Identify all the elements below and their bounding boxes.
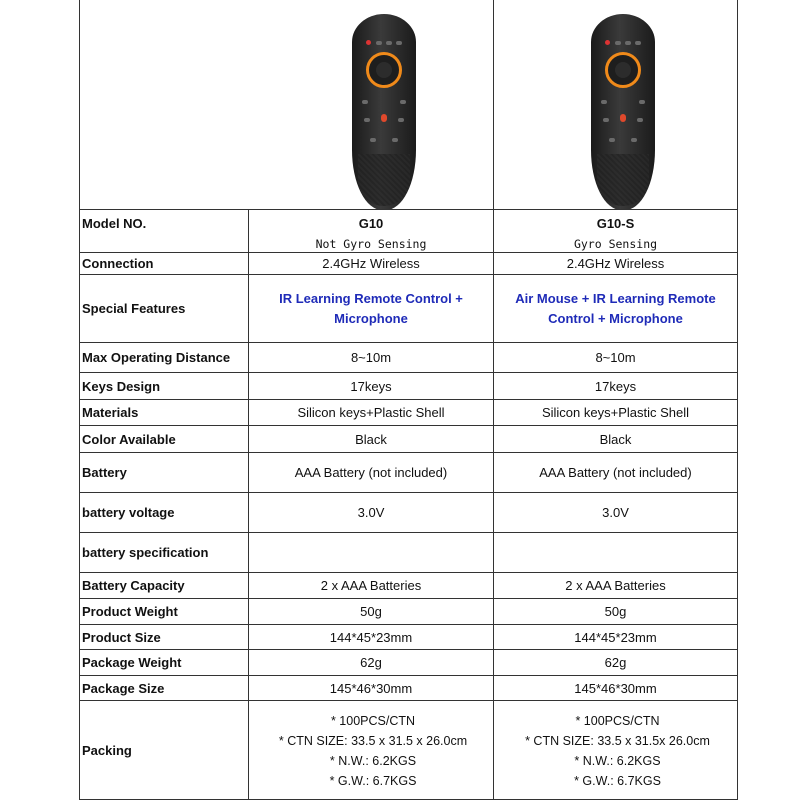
cell-value: Silicon keys+Plastic Shell xyxy=(297,405,445,420)
cell-value: 2.4GHz Wireless xyxy=(322,256,420,271)
cell-value: 3.0V xyxy=(602,505,629,520)
packing-line: * CTN SIZE: 33.5 x 31.5x 26.0cm xyxy=(525,733,710,748)
model-name-g10: G10 xyxy=(358,215,384,231)
row-label: battery specification xyxy=(82,545,209,560)
feature-line: Air Mouse + IR Learning Remote xyxy=(515,290,716,306)
cell-value: 8~10m xyxy=(350,350,392,365)
cell-value xyxy=(495,275,736,342)
grid-line xyxy=(79,0,80,800)
table-row xyxy=(79,426,787,452)
grid-line xyxy=(79,492,738,493)
row-label: Package Weight xyxy=(82,655,182,670)
table-row xyxy=(79,343,787,372)
cell-value: 17keys xyxy=(594,378,637,394)
feature-line: IR Learning Remote Control + xyxy=(279,290,463,306)
remote-icon xyxy=(352,14,416,210)
header-empty-cell xyxy=(79,0,247,209)
row-label: Model NO. xyxy=(82,215,147,231)
grid-line xyxy=(79,532,738,533)
cell-value: Black xyxy=(355,431,387,447)
grid-line xyxy=(79,624,738,625)
cell-value: 8~10m xyxy=(595,350,636,365)
cell-value xyxy=(495,533,736,572)
feature-line: Control + Microphone xyxy=(548,310,683,326)
cell-value: 2 x AAA Batteries xyxy=(320,578,422,593)
row-label: Materials xyxy=(82,405,139,420)
packing-line: * N.W.: 6.2KGS xyxy=(574,753,661,768)
remote-icon xyxy=(591,14,655,210)
gyro-note-g10s: Gyro Sensing xyxy=(573,237,658,251)
cell-value: 3.0V xyxy=(357,505,385,520)
feature-line: Microphone xyxy=(334,310,408,326)
table-row-gyro xyxy=(79,236,787,252)
row-label: Package Size xyxy=(82,680,165,696)
cell-value: 50g xyxy=(604,604,627,619)
row-label: Keys Design xyxy=(82,378,161,394)
packing-line: * CTN SIZE: 33.5 x 31.5 x 26.0cm xyxy=(278,733,468,748)
table-row xyxy=(79,676,787,700)
table-row xyxy=(79,453,787,492)
cell-value: 62g xyxy=(604,655,627,670)
packing-line: * G.W.: 6.7KGS xyxy=(329,773,417,788)
grid-line xyxy=(248,209,249,800)
table-row xyxy=(79,573,787,598)
packing-list-g10 xyxy=(249,711,495,791)
grid-line xyxy=(79,452,738,453)
cell-value: 62g xyxy=(360,655,382,670)
cell-value xyxy=(249,275,493,342)
row-label: Packing xyxy=(82,743,132,758)
grid-line xyxy=(79,649,738,650)
packing-line: * N.W.: 6.2KGS xyxy=(329,753,417,768)
packing-list-g10s xyxy=(495,711,738,791)
cell-value: 2 x AAA Batteries xyxy=(565,578,666,593)
cell-value: 50g xyxy=(360,604,382,619)
cell-value: Black xyxy=(599,431,632,447)
packing-line: * G.W.: 6.7KGS xyxy=(574,773,661,788)
grid-line xyxy=(79,274,738,275)
cell-value: 144*45*23mm xyxy=(574,629,657,645)
gyro-note-g10: Not Gyro Sensing xyxy=(315,237,427,251)
product-image-g10 xyxy=(248,0,493,209)
cell-value: 145*46*30mm xyxy=(574,680,657,696)
cell-value: AAA Battery (not included) xyxy=(294,465,448,480)
grid-line xyxy=(79,399,738,400)
grid-line xyxy=(79,372,738,373)
row-label: battery voltage xyxy=(82,505,175,520)
table-row xyxy=(79,533,787,572)
product-image-g10s xyxy=(494,0,736,209)
cell-value xyxy=(249,533,493,572)
table-row xyxy=(79,253,787,274)
packing-line: * 100PCS/CTN xyxy=(330,713,416,728)
cell-value: 2.4GHz Wireless xyxy=(566,256,665,271)
grid-line xyxy=(79,425,738,426)
table-row xyxy=(79,650,787,675)
grid-line xyxy=(79,598,738,599)
row-label: Battery xyxy=(82,465,127,480)
grid-line xyxy=(79,209,738,210)
grid-line xyxy=(79,572,738,573)
spec-table xyxy=(79,0,786,800)
table-row-model xyxy=(79,210,787,236)
table-row xyxy=(79,493,787,532)
row-label: Product Weight xyxy=(82,604,178,619)
grid-line xyxy=(79,700,738,701)
packing-line: * 100PCS/CTN xyxy=(575,713,660,728)
row-label: Color Available xyxy=(82,431,176,447)
grid-line xyxy=(79,342,738,343)
grid-line xyxy=(79,252,738,253)
cell-value: 145*46*30mm xyxy=(329,680,413,696)
cell-value: 144*45*23mm xyxy=(329,629,413,645)
table-row xyxy=(79,373,787,399)
grid-line xyxy=(79,675,738,676)
grid-line xyxy=(737,0,738,800)
cell-value: 17keys xyxy=(350,378,392,394)
table-row xyxy=(79,275,787,342)
cell-value: AAA Battery (not included) xyxy=(539,465,692,480)
table-row xyxy=(79,625,787,649)
row-label: Max Operating Distance xyxy=(82,350,231,365)
grid-line xyxy=(493,0,494,800)
table-row xyxy=(79,701,787,800)
row-label: Connection xyxy=(82,256,154,271)
cell-value: Silicon keys+Plastic Shell xyxy=(541,405,690,420)
row-label: Special Features xyxy=(82,301,186,316)
table-row xyxy=(79,599,787,624)
row-label: Product Size xyxy=(82,629,161,645)
row-label: Battery Capacity xyxy=(82,578,185,593)
table-row xyxy=(79,400,787,425)
model-name-g10s: G10-S xyxy=(596,215,635,231)
